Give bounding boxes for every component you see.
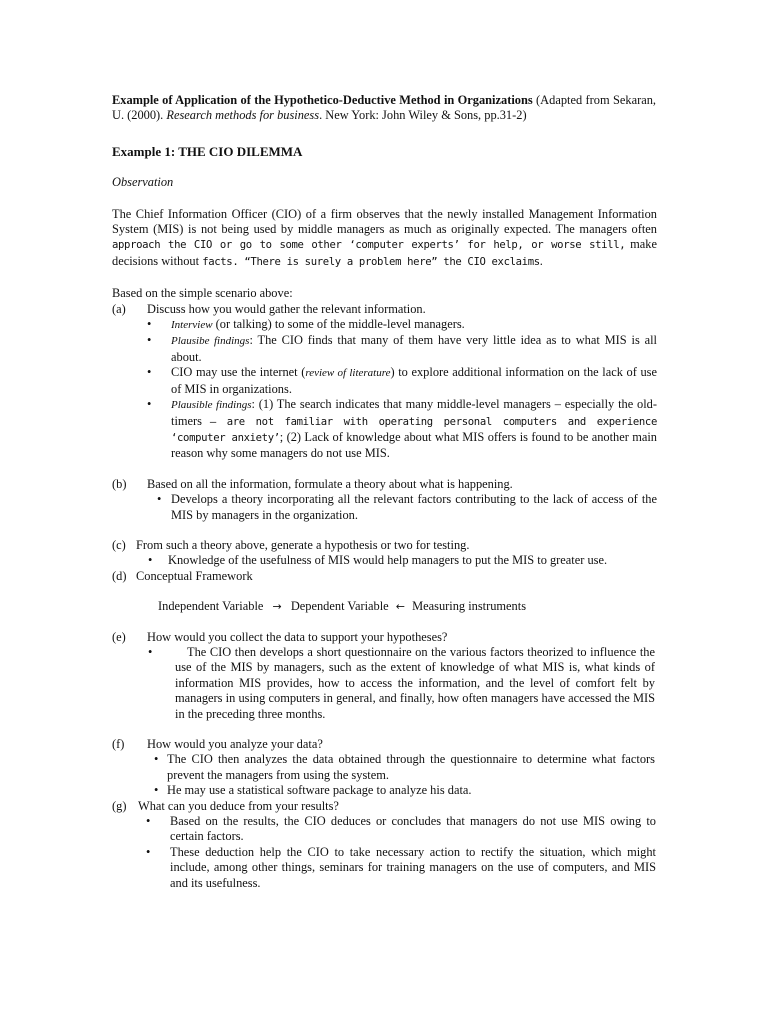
observation-text-4: facts. “There is surely a problem here” the CIO exclaims — [202, 255, 540, 268]
framework-dependent-variable: Dependent Variable — [290, 599, 389, 614]
framework-independent-variable: Independent Variable — [158, 599, 264, 614]
section-b-text: Based on all the information, formulate a theory about what is happening. — [147, 476, 513, 491]
right-arrow-icon: → — [272, 600, 282, 614]
section-g-label: (g) — [112, 798, 127, 813]
list-item — [154, 752, 655, 783]
section-e-text: How would you collect the data to support your hypotheses? — [147, 629, 448, 644]
document-page — [112, 93, 657, 891]
left-arrow-icon: ← — [395, 600, 405, 614]
section-f-bullets — [154, 752, 655, 798]
bullet-text: Plausibe findings: The CIO finds that many of them have very little idea as to what MIS is all about. — [171, 333, 657, 364]
section-a-bullets — [147, 317, 657, 462]
bullet-text: Interview (or talking) to some of the middle-level managers. — [171, 317, 465, 332]
bullet-glyph: • — [147, 333, 152, 348]
section-b-label: (b) — [112, 476, 127, 491]
list-item — [147, 333, 657, 365]
bullet-glyph: • — [154, 752, 159, 767]
observation-text-1: The Chief Information Officer (CIO) of a firm observes that the newly installed Management Information System (MIS) is not being used by middle managers as much as originally expected. The managers often — [112, 206, 657, 237]
document-title — [112, 93, 656, 124]
section-c-label: (c) — [112, 537, 126, 552]
section-a — [112, 302, 657, 317]
bullet-text: The CIO then develops a short questionnaire on the various factors theorized to influence the use of the MIS by managers, such as the extent of knowledge of what MIS is, what kinds of information MIS provides, how to access the information, and the level of comfort felt by managers in using computers in general, and finally, how often managers have accessed the MIS in the preceding three months. — [175, 644, 655, 721]
list-item — [146, 845, 656, 891]
bullet-glyph: • — [148, 553, 153, 568]
observation-text-2: approach the CIO or go to some other ‘computer experts’ for help, or worse still, — [112, 239, 626, 252]
list-item — [147, 317, 657, 333]
scenario-intro: Based on the simple scenario above: — [112, 286, 293, 301]
section-d — [112, 569, 657, 584]
bullet-glyph: • — [147, 317, 152, 332]
list-item — [157, 492, 657, 523]
bullet-glyph: • — [148, 644, 153, 659]
section-g-text: What can you deduce from your results? — [138, 798, 339, 813]
title-citation-1: (Adapted from Sekaran, U. (2000). — [112, 93, 656, 123]
bullet-text: Based on the results, the CIO deduces or concludes that managers do not use MIS owing to certain factors. — [170, 814, 656, 844]
section-f-text: How would you analyze your data? — [147, 737, 323, 751]
bullet-glyph: • — [147, 397, 152, 412]
section-c-bullets — [148, 553, 657, 568]
section-c-text: From such a theory above, generate a hypothesis or two for testing. — [136, 537, 470, 552]
bullet-glyph: • — [146, 844, 151, 859]
title-citation-italic: Research methods for business — [166, 108, 320, 123]
bullet-text: Develops a theory incorporating all the relevant factors contributing to the lack of access of the MIS by managers in the organization. — [171, 492, 657, 522]
list-item — [147, 365, 657, 397]
observation-paragraph — [112, 207, 657, 271]
bullet-text: Knowledge of the usefulness of MIS would help managers to put the MIS to greater use. — [168, 553, 608, 568]
observation-heading: Observation — [112, 175, 174, 190]
section-e-label: (e) — [112, 629, 126, 644]
bullet-text: Plausible findings: (1) The search indicates that many middle-level managers – especially the old-timers – are not familiar with operating personal computers and experience ‘computer anxiety’; (2) Lack of knowledge about what MIS offers is found to be another main reason why some managers do not use MIS. — [171, 397, 657, 461]
section-e — [112, 630, 657, 645]
conceptual-framework — [158, 599, 657, 614]
bullet-text: CIO may use the internet (review of literature) to explore additional information on the lack of use of MIS in organizations. — [171, 365, 657, 396]
section-d-text: Conceptual Framework — [136, 568, 253, 583]
framework-measuring-instruments: Measuring instruments — [412, 599, 527, 614]
section-c — [112, 538, 657, 553]
section-e-bullets — [148, 645, 655, 722]
title-bold: Example of Application of the Hypothetico-Deductive Method in Organizations — [112, 93, 533, 107]
section-a-label: (a) — [112, 301, 126, 316]
list-item — [148, 645, 655, 722]
bullet-glyph: • — [147, 365, 152, 380]
section-a-text: Discuss how you would gather the relevant information. — [147, 301, 426, 316]
list-item — [146, 814, 656, 845]
list-item — [148, 553, 657, 568]
example-title: Example 1: THE CIO DILEMMA — [112, 143, 303, 159]
section-b-bullets — [157, 492, 657, 523]
bullet-glyph: • — [146, 814, 151, 829]
section-b — [112, 477, 657, 492]
section-g — [112, 799, 657, 814]
list-item — [147, 397, 657, 462]
title-citation-2: . New York: John Wiley & Sons, pp.31-2) — [319, 108, 527, 123]
bullet-text: The CIO then analyzes the data obtained through the questionnaire to determine what factors prevent the managers from using the system. — [167, 752, 655, 782]
section-f — [112, 737, 657, 752]
bullet-glyph: • — [157, 492, 162, 507]
observation-text-3: make decisions without — [112, 237, 657, 268]
bullet-text: These deduction help the CIO to take necessary action to rectify the situation, which might include, among other things, seminars for training managers on the use of computers, and MIS and its usefulness. — [170, 844, 656, 890]
bullet-text: He may use a statistical software package to analyze his data. — [167, 783, 472, 798]
section-g-bullets — [146, 814, 656, 891]
bullet-glyph: • — [154, 783, 159, 798]
observation-text-5: . — [539, 253, 543, 268]
section-f-label: (f) — [112, 737, 125, 751]
list-item — [154, 783, 655, 798]
section-d-label: (d) — [112, 568, 127, 583]
